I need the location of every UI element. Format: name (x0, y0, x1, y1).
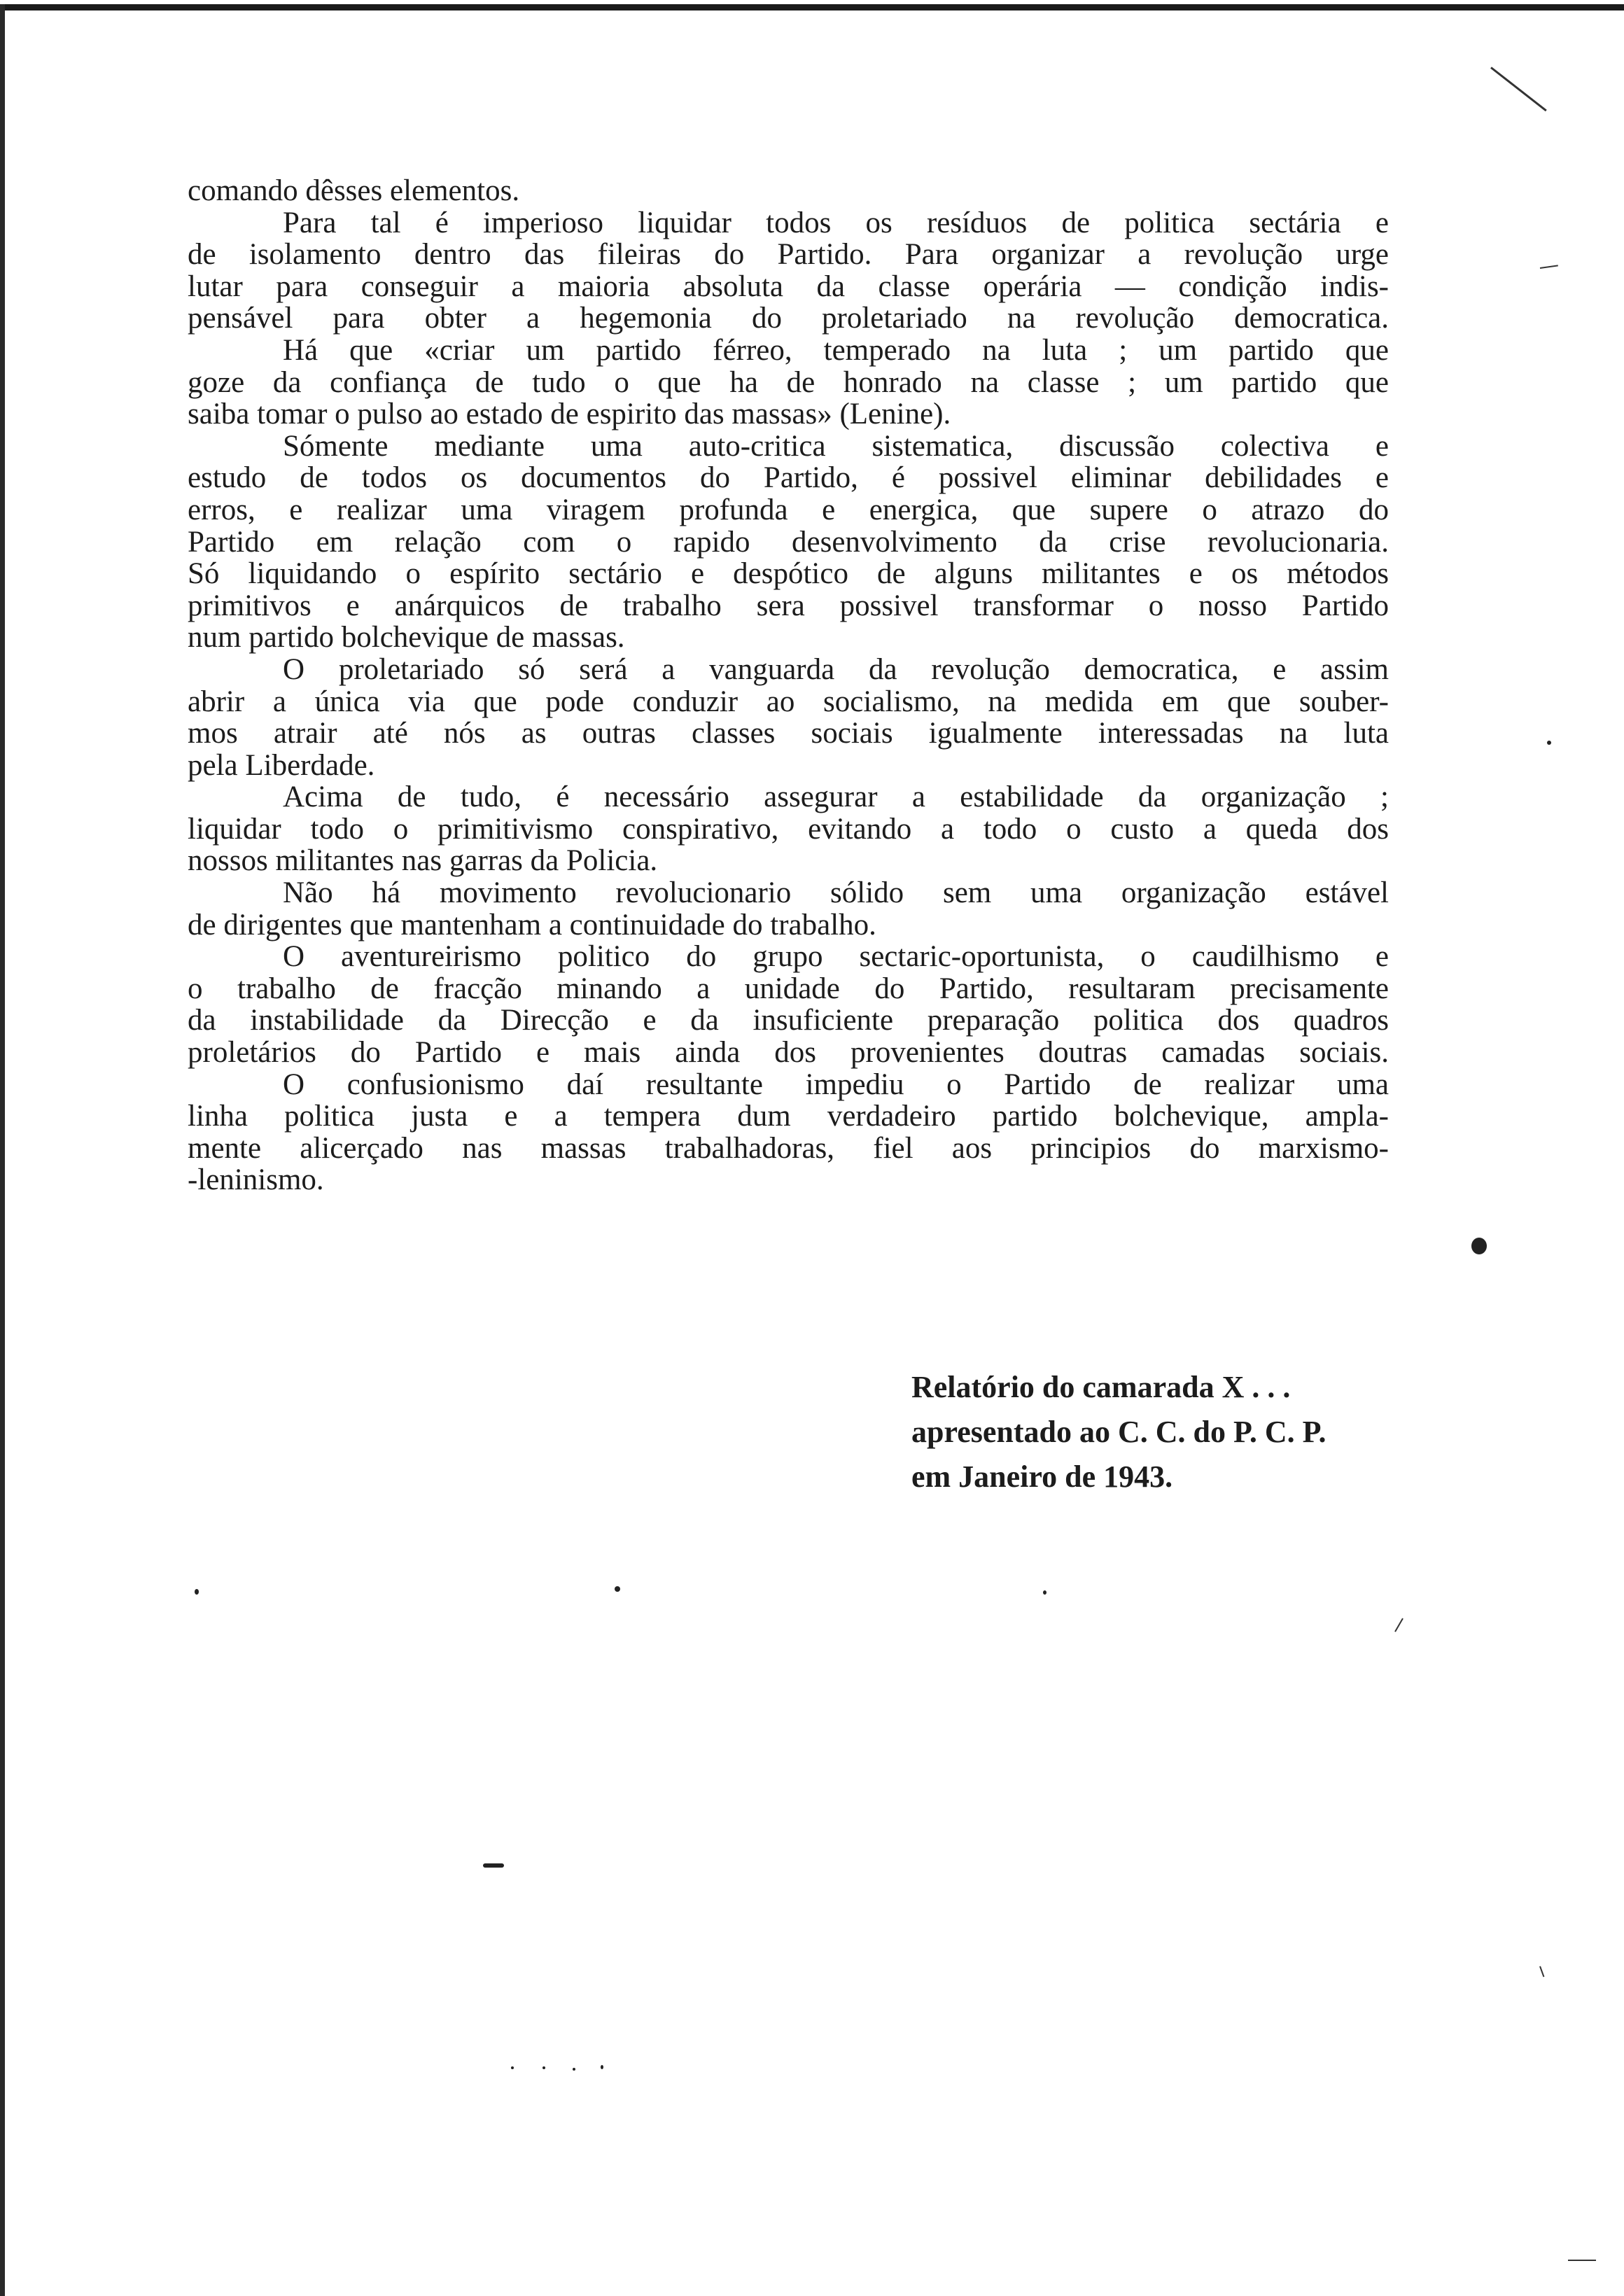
text-line: de isolamento dentro das fileiras do Partido. Para organizar a revolução urge (188, 238, 1389, 272)
text-line: abrir a única via que pode conduzir ao socialismo, na medida em que souber- (188, 685, 1389, 718)
text-line: O confusionismo daí resultante impediu o Partido de realizar uma (283, 1068, 1389, 1101)
text-line: proletários do Partido e mais ainda dos provenientes doutras camadas sociais. (188, 1036, 1389, 1070)
text-line: primitivos e anárquicos de trabalho sera possivel transformar o nosso Partido (188, 589, 1389, 622)
text-line: Acima de tudo, é necessário assegurar a estabilidade da organização ; (283, 780, 1389, 814)
text-line: mente alicerçado nas massas trabalhadoras, fiel aos principios do marxismo- (188, 1131, 1389, 1165)
text-line: pensável para obter a hegemonia do proletariado na revolução democratica. (188, 302, 1389, 335)
text-line: linha politica justa e a tempera dum verdadeiro partido bolchevique, ampla- (188, 1100, 1389, 1133)
scan-speck (542, 2066, 545, 2069)
text-line: lutar para conseguir a maioria absoluta da classe operária — condição indis- (188, 270, 1389, 303)
scan-scratch (1394, 1618, 1404, 1632)
scan-speck (1043, 1590, 1046, 1595)
text-line: Partido em relação com o rapido desenvolvimento da crise revolucionaria. (188, 525, 1389, 559)
text-line: -leninismo. (188, 1163, 324, 1197)
text-line: erros, e realizar uma viragem profunda e energica, que supere o atrazo do (188, 493, 1389, 526)
scan-speck (1471, 1238, 1487, 1254)
text-line: pela Liberdade. (188, 748, 375, 782)
page-edge-left (0, 4, 5, 2296)
signature-line-1: Relatório do camarada X . . . (911, 1370, 1291, 1404)
text-line: O aventureirismo politico do grupo sectaric-oportunista, o caudilhismo e (283, 940, 1389, 974)
signature-line-2: apresentado ao C. C. do P. C. P. (911, 1415, 1326, 1449)
page-edge-top (0, 4, 1624, 10)
text-line: Para tal é imperioso liquidar todos os resíduos de politica sectária e (283, 206, 1389, 239)
signature-line-3: em Janeiro de 1943. (911, 1460, 1173, 1494)
scan-speck (195, 1589, 199, 1595)
text-line: num partido bolchevique de massas. (188, 621, 625, 654)
scan-scratch (1540, 265, 1558, 269)
text-line: de dirigentes que mantenham a continuidade do trabalho. (188, 908, 876, 941)
text-line: nossos militantes nas garras da Policia. (188, 844, 658, 878)
scan-speck (483, 1863, 504, 1868)
scan-scratch (1539, 1966, 1544, 1977)
text-line: o trabalho de fracção minando a unidade do Partido, resultaram precisamente (188, 972, 1389, 1005)
text-line: Há que «criar um partido férreo, temperado na luta ; um partido que (283, 333, 1389, 367)
text-line: Sómente mediante uma auto-critica sistematica, discussão colectiva e (283, 429, 1389, 463)
scan-speck (511, 2066, 514, 2069)
scan-speck (615, 1586, 620, 1592)
text-line: mos atrair até nós as outras classes sociais igualmente interessadas na luta (188, 717, 1389, 750)
scan-scratch (1490, 66, 1547, 111)
text-line: estudo de todos os documentos do Partido, é possivel eliminar debilidades e (188, 461, 1389, 495)
text-line: O proletariado só será a vanguarda da revolução democratica, e assim (283, 652, 1389, 686)
scan-scratch (1568, 2260, 1596, 2261)
text-line: Só liquidando o espírito sectário e despótico de alguns militantes e os métodos (188, 557, 1389, 591)
signature-block (911, 1365, 1401, 1499)
text-line: goze da confiança de tudo o que ha de honrado na classe ; um partido que (188, 365, 1389, 399)
text-line: comando dêsses elementos. (188, 174, 520, 207)
scan-speck (601, 2065, 603, 2069)
scan-speck (573, 2068, 575, 2071)
text-line: Não há movimento revolucionario sólido sem uma organização estável (283, 876, 1389, 910)
text-line: da instabilidade da Direcção e da insuficiente preparação politica dos quadros (188, 1004, 1389, 1037)
text-line: saiba tomar o pulso ao estado de espirito das massas» (Lenine). (188, 398, 951, 431)
document-body (188, 175, 1389, 1196)
scan-speck (1547, 741, 1551, 745)
text-line: liquidar todo o primitivismo conspirativo, evitando a todo o custo a queda dos (188, 812, 1389, 846)
